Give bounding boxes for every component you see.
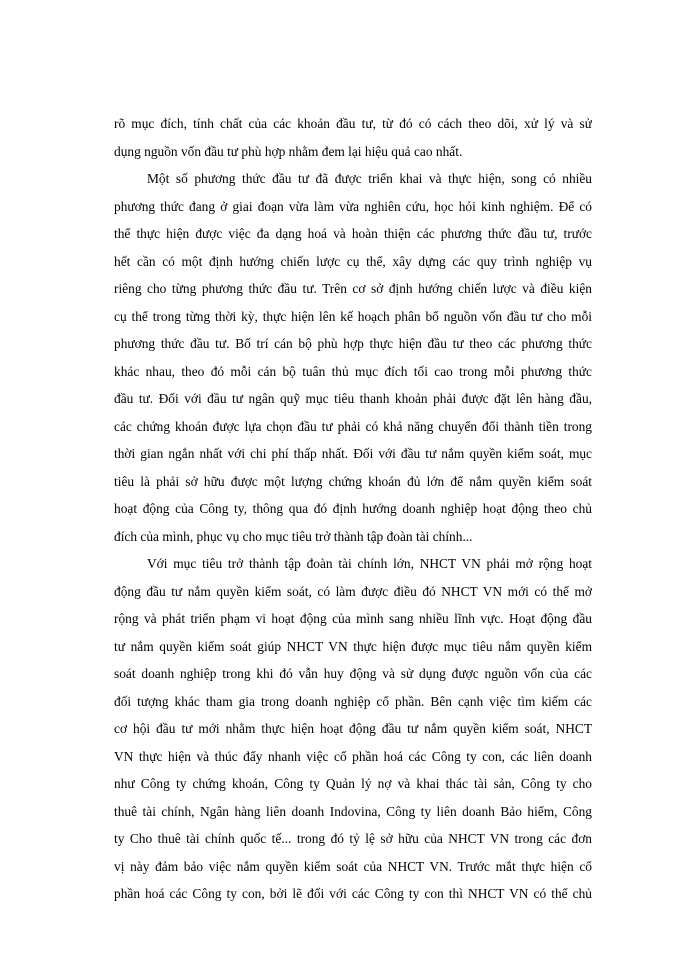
text-line: đầu tư. Đối với đầu tư ngân quỹ mục tiêu thanh khoản phải được đặt lên hàng đầu, xyxy=(114,391,592,406)
text-line: hết cần có một định hướng chiến lược cụ thể, xây dựng các quy trình nghiệp vụ xyxy=(114,253,592,269)
text-line: ty Cho thuê tài chính quốc tế... trong đó tỷ lệ sở hữu của NHCT VN trong các đơn xyxy=(114,831,592,846)
text-line: như Công ty chứng khoán, Công ty Quản lý nợ và khai thác tài sản, Công ty cho xyxy=(114,776,592,791)
body-text xyxy=(114,110,592,908)
text-line: cụ thể trong từng thời kỳ, thực hiện lên kế hoạch phân bổ nguồn vốn đầu tư cho mỗi xyxy=(114,308,592,324)
text-line: các chứng khoán được lựa chọn đầu tư phải có khả năng chuyển đổi thành tiền trong xyxy=(114,418,592,434)
text-line: dụng nguồn vốn đầu tư phù hợp nhằm đem lại hiệu quả cao nhất. xyxy=(114,143,463,159)
text-line: rõ mục đích, tính chất của các khoản đầu tư, từ đó có cách theo dõi, xử lý và sử xyxy=(114,116,592,131)
paragraph-first-line: Với mục tiêu trở thành tập đoàn tài chính lớn, NHCT VN phải mở rộng hoạt xyxy=(147,556,592,571)
text-line: thời gian ngắn nhất với chi phí thấp nhất. Đối với đầu tư nắm quyền kiểm soát, mục xyxy=(114,446,592,461)
text-line: rộng và phát triển phạm vi hoạt động của mình sang nhiều lĩnh vực. Hoạt động đầu xyxy=(114,611,592,626)
text-line: VN thực hiện và thúc đẩy nhanh việc cổ phần hoá các Công ty con, các liên doanh xyxy=(114,748,592,764)
text-line: vị này đảm bảo việc nắm quyền kiểm soát của NHCT VN. Trước mắt thực hiện cổ xyxy=(114,858,592,874)
text-line: soát doanh nghiệp trong khi đó vẫn huy động và sử dụng được nguồn vốn của các xyxy=(114,666,592,681)
text-line: thể thực hiện được việc đa dạng hoá và hoàn thiện các phương thức đầu tư, trước xyxy=(114,226,592,241)
text-line: tư nắm quyền kiểm soát giúp NHCT VN thực hiện được mục tiêu nắm quyền kiểm xyxy=(114,638,592,654)
text-line: phần hoá các Công ty con, bởi lẽ đối với các Công ty con thì NHCT VN có thể chủ xyxy=(114,886,592,901)
text-line: hoạt động của Công ty, thông qua đó định hướng doanh nghiệp hoạt động theo chủ xyxy=(114,501,592,516)
text-line: tiêu là phải sở hữu được một lượng chứng khoán đủ lớn để nắm quyền kiểm soát xyxy=(114,473,592,489)
text-line: đích của mình, phục vụ cho mục tiêu trở thành tập đoàn tài chính... xyxy=(114,528,473,544)
text-line: cơ hội đầu tư mới nhằm thực hiện hoạt động đầu tư nắm quyền kiểm soát, NHCT xyxy=(114,721,592,736)
text-line: động đầu tư nắm quyền kiểm soát, có làm được điều đó NHCT VN mới có thể mở xyxy=(114,583,592,599)
paragraph-first-line: Một số phương thức đầu tư đã được triển khai và thực hiện, song có nhiều xyxy=(147,171,592,186)
text-line: riêng cho từng phương thức đầu tư. Trên cơ sở định hướng chiến lược và điều kiện xyxy=(114,281,592,296)
text-line: khác nhau, theo đó mỗi cán bộ tuân thủ mục đích tối cao trong mỗi phương thức xyxy=(114,363,592,379)
text-line: đối tượng khác tham gia trong doanh nghiệp cổ phần. Bên cạnh việc tìm kiếm các xyxy=(114,693,592,709)
text-line: phương thức đầu tư. Bố trí cán bộ phù hợp thực hiện đầu tư theo các phương thức xyxy=(114,336,592,351)
text-line: phương thức đang ở giai đoạn vừa làm vừa nghiên cứu, học hỏi kinh nghiệm. Để có xyxy=(114,198,592,214)
text-line: thuê tài chính, Ngân hàng liên doanh Indovina, Công ty liên doanh Bảo hiểm, Công xyxy=(114,803,592,819)
